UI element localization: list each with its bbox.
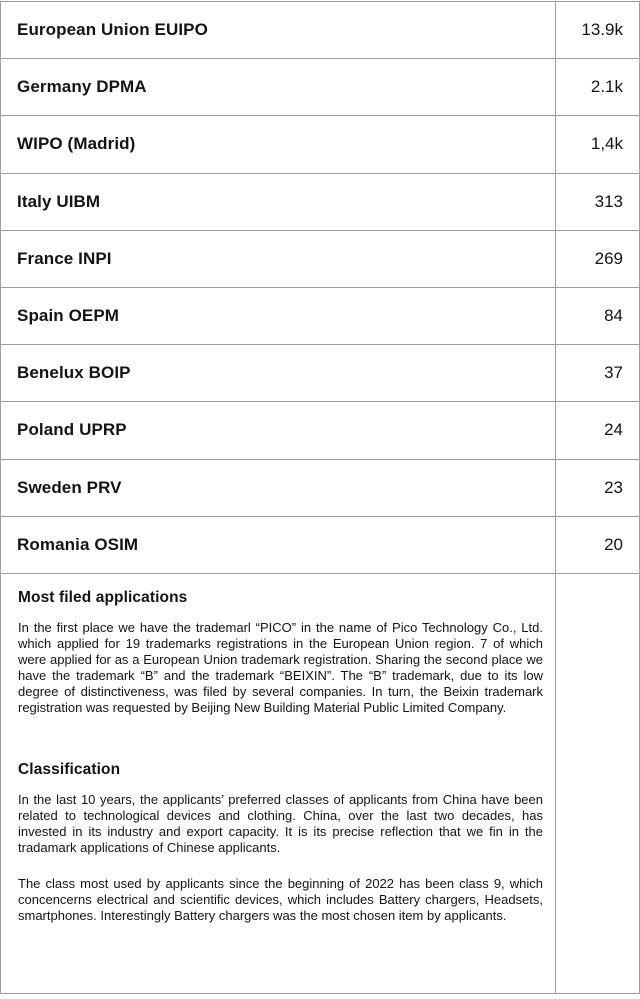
office-name: Romania OSIM xyxy=(1,517,556,573)
section-most-filed-applications xyxy=(18,588,543,716)
office-name: Poland UPRP xyxy=(1,402,556,458)
section-heading: Most filed applications xyxy=(18,588,188,606)
application-count: 269 xyxy=(594,248,623,268)
application-count: 24 xyxy=(604,420,623,440)
section-classification xyxy=(18,760,543,924)
office-name: Italy UIBM xyxy=(1,174,556,230)
office-name: Benelux BOIP xyxy=(1,345,556,401)
office-name: WIPO (Madrid) xyxy=(1,116,556,172)
office-name: Sweden PRV xyxy=(1,460,556,516)
office-name: European Union EUIPO xyxy=(1,2,556,58)
notes-section xyxy=(1,574,639,993)
application-count: 20 xyxy=(604,534,623,554)
table-row xyxy=(1,2,639,59)
application-count: 23 xyxy=(604,477,623,497)
trademark-report-sheet xyxy=(0,1,640,994)
office-name: Spain OEPM xyxy=(1,288,556,344)
table-row xyxy=(1,116,639,173)
table-row xyxy=(1,174,639,231)
application-count: 13.9k xyxy=(581,20,623,40)
empty-cell xyxy=(556,574,639,993)
application-count: 2.1k xyxy=(590,77,623,97)
table-row xyxy=(1,231,639,288)
table-row xyxy=(1,402,639,459)
office-name: Germany DPMA xyxy=(1,59,556,115)
table-row xyxy=(1,288,639,345)
application-count: 84 xyxy=(604,306,623,326)
table-row xyxy=(1,517,639,574)
section-paragraph: In the first place we have the trademarl “PICO” in the name of Pico Technology Co., Ltd. which applied for 19 trademarks registrations in the European Union region. 7 of which were applied for as a European Union trademark registration. Sharing the second place we have the trademark “B” and the trademark “BEIXIN”. The “B” trademark, due to its low degree of distinctiveness, was filed by several companies. In turn, the Beixin trademark registration was requested by Beijing New Building Material Public Limited Company. xyxy=(18,619,543,715)
notes-content xyxy=(1,574,556,993)
application-count: 37 xyxy=(604,363,623,383)
section-paragraph: The class most used by applicants since the beginning of 2022 has been class 9, which concencerns electrical and scientific devices, which includes Battery chargers, Headsets, smartphones. Interestingly Battery chargers was the most chosen item by applicants. xyxy=(18,875,543,923)
table-row xyxy=(1,59,639,116)
office-name: France INPI xyxy=(1,231,556,287)
table-row xyxy=(1,345,639,402)
section-heading: Classification xyxy=(18,760,121,778)
application-count: 313 xyxy=(594,191,623,211)
application-count: 1,4k xyxy=(590,134,623,154)
table-row xyxy=(1,460,639,517)
section-paragraph: In the last 10 years, the applicants’ preferred classes of applicants from China have been related to technological devices and clothing. China, over the last two decades, has invested in its industry and export capacity. It is its precise reflection that we fin in the tradamark applications of Chinese applicants. xyxy=(18,791,543,855)
